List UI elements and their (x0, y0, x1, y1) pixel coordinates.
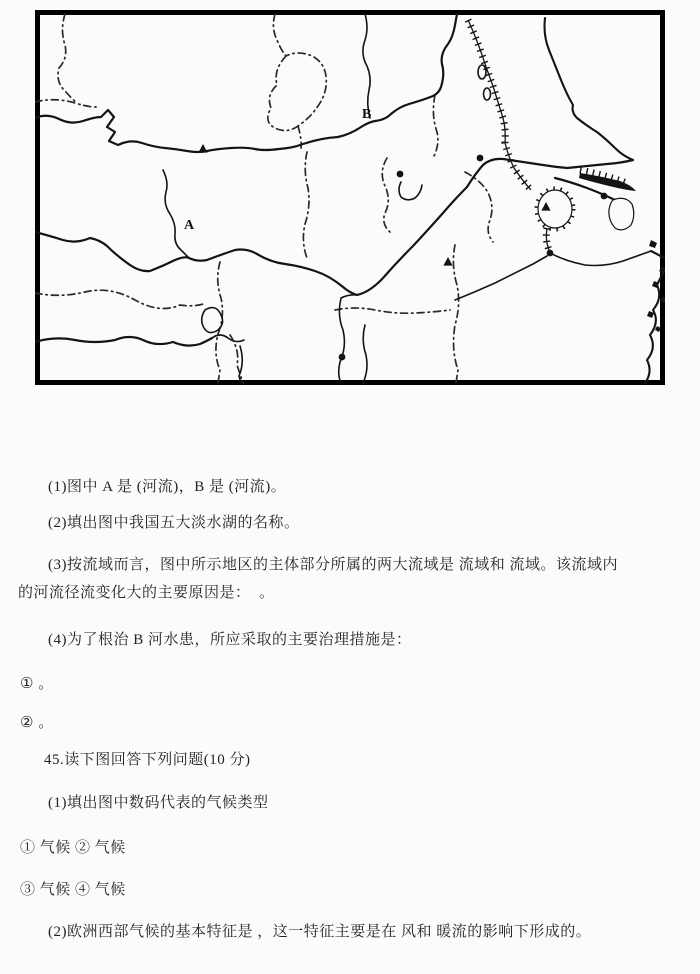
city-dot-marker (477, 155, 484, 162)
climate-items-1-2: ① 气候 ② 气候 (20, 840, 126, 856)
south-vertical-river-2 (363, 325, 367, 383)
hook-lake (399, 182, 422, 200)
mountain-triangle-marker (198, 144, 207, 153)
river-b-tributary (363, 14, 370, 118)
question-45-1: (1)填出图中数码代表的气候类型 (48, 795, 269, 811)
map-letters (184, 107, 371, 233)
question-45-heading: 45.读下图回答下列问题(10 分) (44, 752, 251, 768)
city-dot-marker (547, 250, 554, 257)
map-label-a: A (184, 218, 195, 233)
southwest-river (35, 337, 212, 346)
river-a-path (35, 159, 567, 295)
question-44-2: (2)填出图中我国五大淡水湖的名称。 (48, 515, 300, 531)
map-label-b: B (362, 107, 372, 122)
climate-items-3-4: ③ 气候 ④ 气候 (20, 882, 126, 898)
south-river (455, 256, 547, 300)
question-44-3-line1: (3)按流域而言，图中所示地区的主体部分所属的两大流域是 流域和 流域。该流域内 (48, 557, 618, 573)
city-dot-marker (601, 193, 608, 200)
map-markers (198, 144, 607, 360)
river-b-path (35, 14, 457, 152)
mountain-triangle-marker (443, 257, 452, 266)
china-rivers-map (35, 10, 665, 385)
question-44-4: (4)为了根治 B 河水患，所应采取的主要治理措施是： (48, 632, 412, 648)
delta-islet (609, 198, 634, 230)
canal-lake-1 (478, 65, 486, 79)
boundary-lines (35, 14, 493, 383)
question-45-2: (2)欧洲西部气候的基本特征是 ，这一特征主要是在 风和 暖流的影响下形成的。 (48, 924, 592, 940)
question-44-3-line2: 的河流径流变化大的主要原因是： 。 (18, 585, 275, 601)
city-dot-marker (397, 171, 404, 178)
map-canvas (35, 10, 665, 385)
bay-line (550, 251, 651, 266)
river-a-tributary (163, 170, 189, 258)
answer-blank-2: ② 。 (20, 715, 54, 731)
estuary-north-bank (567, 160, 633, 168)
city-dot-marker (339, 354, 346, 361)
question-44-1: (1)图中 A 是 (河流)，B 是 (河流)。 (48, 479, 287, 495)
answer-blank-1: ① 。 (20, 676, 54, 692)
canal-lake-2 (484, 88, 491, 100)
